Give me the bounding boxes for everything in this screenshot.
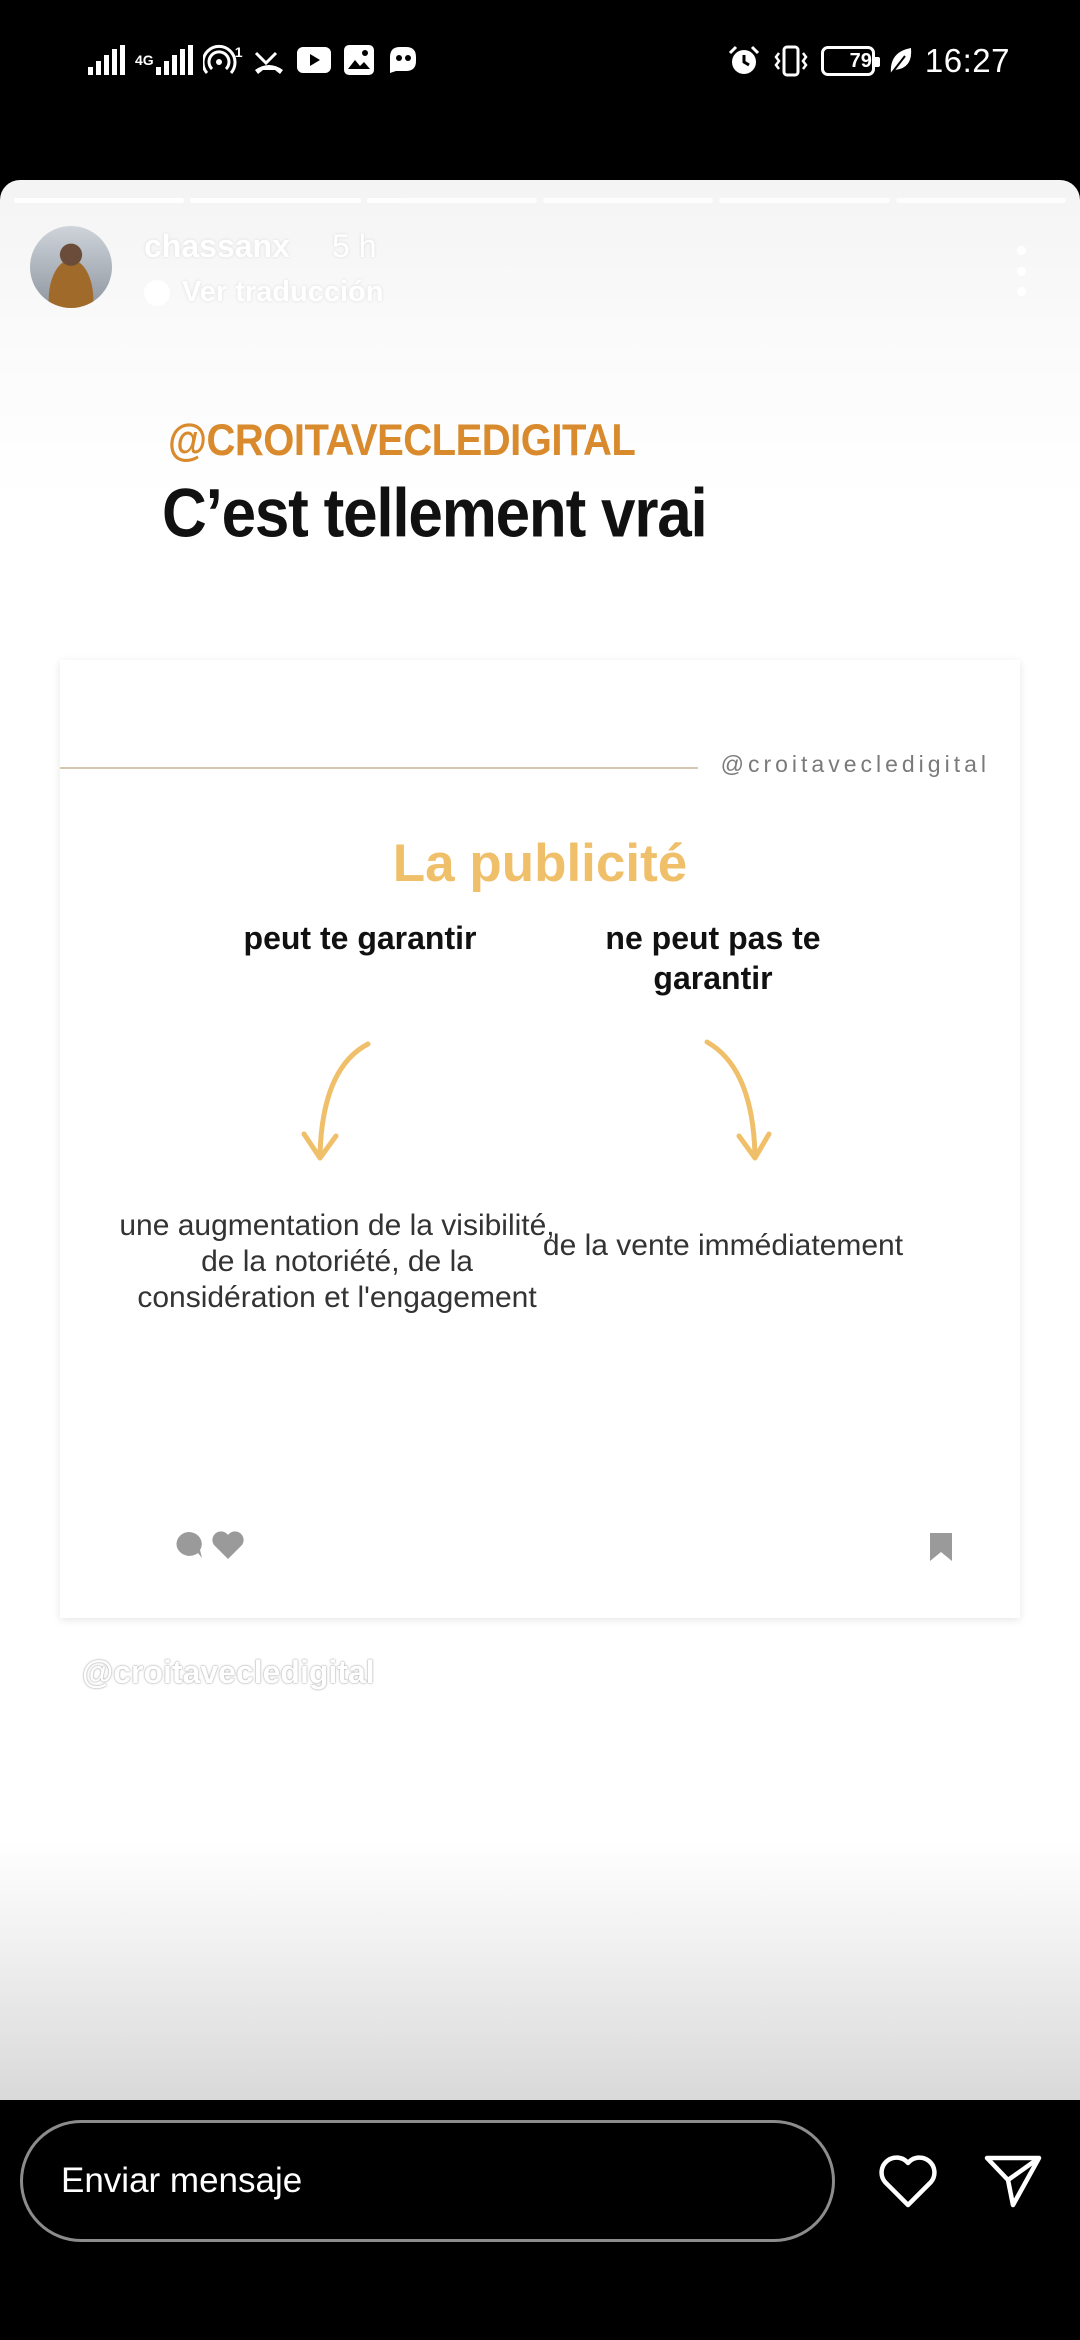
send-button[interactable] <box>978 2146 1048 2216</box>
missed-call-icon <box>252 43 286 77</box>
gallery-icon <box>342 43 376 77</box>
curved-arrow-right-icon <box>695 1038 785 1168</box>
bookmark-icon <box>928 1532 954 1562</box>
progress-segment <box>543 198 713 203</box>
watermark: @croitavecledigital <box>82 1654 375 1690</box>
heart-outline-icon <box>877 2153 939 2209</box>
shared-post-card[interactable] <box>60 660 1020 1618</box>
signal-4g-icon <box>135 45 193 75</box>
card-title: La publicité <box>392 834 688 893</box>
progress-segment-fill <box>190 198 360 203</box>
translate-button[interactable] <box>144 276 383 309</box>
progress-segment <box>896 198 1066 203</box>
translate-label: Ver traducción <box>182 276 384 308</box>
divider-line <box>60 767 698 769</box>
app-notification-icon <box>386 43 420 77</box>
progress-segment <box>367 198 537 203</box>
signal-icon <box>88 45 125 75</box>
brand-handle: @CROITAVECLEDIGITAL <box>168 416 636 466</box>
battery-percent: 79 <box>849 49 872 72</box>
left-heading: peut te garantir <box>243 920 477 956</box>
send-icon <box>983 2153 1043 2209</box>
alarm-icon <box>727 44 761 78</box>
time-ago: 5 h <box>332 228 377 264</box>
translate-icon <box>144 280 170 306</box>
story-caption: C’est tellement vrai <box>162 476 707 552</box>
message-placeholder: Enviar mensaje <box>61 2161 303 2200</box>
left-text: une augmentation de la visibilité, de la notoriété, de la considération et l'engagement <box>119 1209 555 1314</box>
like-button[interactable] <box>873 2146 943 2216</box>
network-label: 4G <box>135 52 154 68</box>
more-dots-icon <box>1017 246 1026 255</box>
story-header <box>30 226 1050 316</box>
comment-icon <box>172 1530 204 1560</box>
progress-segment <box>14 198 184 203</box>
more-options-button[interactable] <box>1006 246 1036 296</box>
card-handle: @croitavecledigital <box>720 751 990 777</box>
right-text: de la vente immédiatement <box>542 1229 904 1262</box>
battery-icon <box>821 46 875 76</box>
post-actions <box>172 1530 246 1560</box>
progress-segment <box>190 198 360 203</box>
youtube-icon <box>296 45 332 75</box>
hotspot-badge: 1 <box>234 44 243 60</box>
message-input[interactable] <box>20 2120 835 2242</box>
vibrate-icon <box>773 44 809 78</box>
progress-segment-fill <box>14 198 184 203</box>
clock: 16:27 <box>924 42 1010 79</box>
progress-segment <box>719 198 889 203</box>
story-viewer[interactable] <box>0 180 1080 2100</box>
progress-segment-fill <box>367 198 401 203</box>
reply-bar <box>0 2100 1080 2340</box>
story-progress-bar <box>14 198 1066 203</box>
avatar[interactable] <box>30 226 112 308</box>
hotspot-icon <box>203 42 243 78</box>
username[interactable]: chassanx <box>144 228 290 264</box>
status-bar <box>0 0 1080 180</box>
status-bar-left <box>88 40 420 80</box>
curved-arrow-left-icon <box>292 1038 382 1168</box>
right-heading: ne peut pas te garantir <box>605 920 821 996</box>
status-bar-right <box>727 38 1010 84</box>
heart-icon <box>210 1530 246 1560</box>
eco-leaf-icon <box>887 46 913 76</box>
